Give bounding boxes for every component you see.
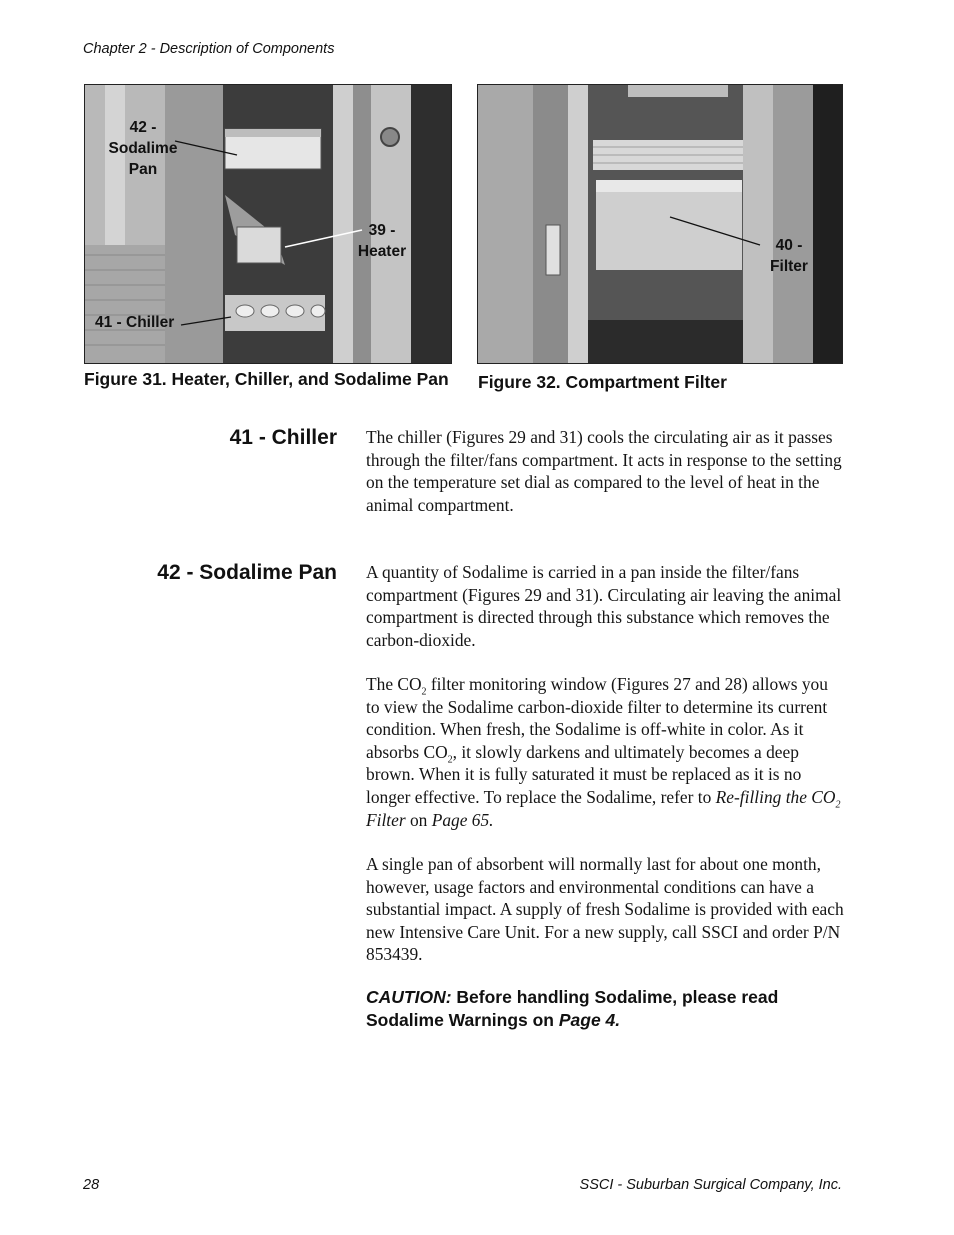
- compartment-filter-photo-illustration: [478, 85, 842, 363]
- caution-text: Before handling Sodalime, please read Sodalime Warnings on: [366, 987, 779, 1030]
- callout-sodalime-line1: 42 -: [129, 119, 157, 136]
- section-41-heading: 41 - Chiller: [229, 426, 337, 449]
- page-65-link[interactable]: Page 65.: [431, 809, 494, 830]
- refill-ref-subscript: 2: [835, 799, 841, 811]
- callout-sodalime-line3: Pan: [128, 161, 158, 178]
- para2-text-4: on: [405, 809, 432, 830]
- section-42-paragraph-1: A quantity of Sodalime is carried in a pan inside the filter/fans compartment (Figures 29 and 31). Circulating air leaving the animal compartment is directed through this substance which removes the carbon-dioxide.: [366, 562, 842, 650]
- footer-company: SSCI - Suburban Surgical Company, Inc.: [579, 1177, 842, 1193]
- section-42-paragraph-2: [366, 673, 844, 831]
- callout-filter-line2: Filter: [770, 258, 808, 275]
- caution-label: CAUTION:: [366, 987, 452, 1007]
- callout-sodalime-pan: [97, 117, 189, 180]
- figure-31-caption: Figure 31. Heater, Chiller, and Sodalime Pan: [84, 369, 449, 389]
- callout-sodalime-line2: Sodalime: [108, 140, 178, 157]
- section-42-heading: 42 - Sodalime Pan: [157, 561, 337, 584]
- para2-subscript-2: 2: [447, 754, 453, 766]
- page-4-link[interactable]: Page 4.: [558, 1010, 621, 1030]
- caution-notice: [366, 986, 844, 1032]
- section-41-body: The chiller (Figures 29 and 31) cools the circulating air as it passes through the filter/fans compartment. It acts in response to the setting on the temperature set dial as compared to the level of heat in the animal compartment.: [366, 427, 842, 515]
- para2-text-1: The CO: [366, 674, 422, 694]
- refill-ref-part-2: Filter: [366, 809, 406, 830]
- running-header: Chapter 2 - Description of Components: [83, 41, 335, 57]
- page-number: 28: [83, 1177, 100, 1193]
- callout-chiller: 41 - Chiller: [95, 314, 175, 331]
- callout-filter-line1: 40 -: [775, 237, 803, 254]
- para2-subscript-1: 2: [421, 686, 427, 698]
- callout-filter: [754, 235, 824, 277]
- callout-heater-line1: 39 -: [368, 222, 396, 239]
- refill-ref-part-1: Re-filling the CO: [715, 786, 836, 807]
- para2-text-3: , it slowly darkens and ultimately becomes a deep brown. When it is fully saturated it must be replaced as it is no longer effective. To replace the Sodalime, refer to: [366, 741, 802, 807]
- figure-31-photo: [84, 84, 452, 364]
- callout-heater: [347, 220, 417, 262]
- section-42-paragraph-3: A single pan of absorbent will normally last for about one month, however, usage factors and environmental conditions can have a substantial impact. A supply of fresh Sodalime is provided with each new Intensive Care Unit. For a new supply, call SSCI and order P/N 853439.: [366, 854, 844, 965]
- figure-32-caption: Figure 32. Compartment Filter: [478, 372, 727, 392]
- callout-heater-line2: Heater: [357, 243, 407, 260]
- figure-32-photo: [477, 84, 843, 364]
- para2-text-2: filter monitoring window (Figures 27 and 28) allows you to view the Sodalime carbon-dioxide filter to determine its current condition. When fresh, the Sodalime is off-white in color. As it absorbs CO: [366, 674, 828, 762]
